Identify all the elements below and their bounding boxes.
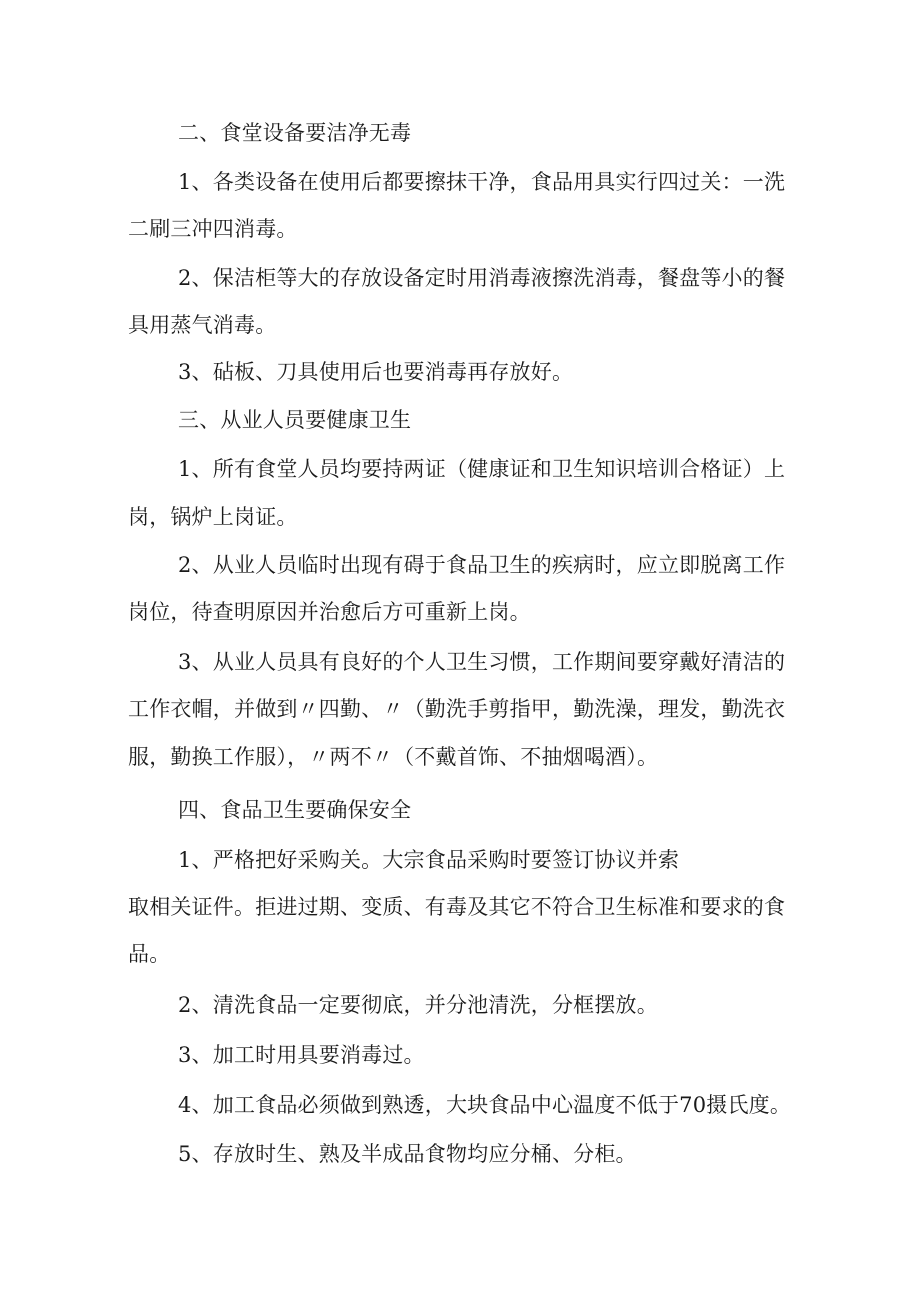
paragraph-line: 2、保洁柜等大的存放设备定时用消毒液擦洗消毒，餐盘等小的餐 <box>178 266 786 290</box>
section-heading-4: 四、食品卫生要确保安全 <box>178 798 412 822</box>
paragraph-line: 2、从业人员临时出现有碍于食品卫生的疾病时，应立即脱离工作 <box>178 553 786 577</box>
paragraph-line: 5、存放时生、熟及半成品食物均应分桶、分柜。 <box>178 1142 637 1166</box>
paragraph-line: 岗，锅炉上岗证。 <box>128 505 298 529</box>
paragraph-line: 服，勤换工作服），〃两不〃（不戴首饰、不抽烟喝酒）。 <box>128 745 659 769</box>
section-heading-3: 三、从业人员要健康卫生 <box>178 408 412 432</box>
paragraph-line: 1、所有食堂人员均要持两证（健康证和卫生知识培训合格证）上 <box>178 457 786 481</box>
paragraph-line: 品。 <box>128 942 171 966</box>
paragraph-line: 取相关证件。拒进过期、变质、有毒及其它不符合卫生标准和要求的食 <box>128 895 786 919</box>
paragraph-line: 具用蒸气消毒。 <box>128 313 277 337</box>
paragraph-line: 二刷三冲四消毒。 <box>128 217 298 241</box>
paragraph-line: 1、各类设备在使用后都要擦抹干净，食品用具实行四过关：一洗 <box>178 170 786 194</box>
paragraph-line: 4、加工食品必须做到熟透，大块食品中心温度不低于70摄氏度。 <box>178 1093 792 1117</box>
paragraph-line: 岗位，待查明原因并治愈后方可重新上岗。 <box>128 600 531 624</box>
paragraph-line: 1、严格把好采购关。大宗食品采购时要签订协议并索 <box>178 848 680 872</box>
paragraph-line: 3、砧板、刀具使用后也要消毒再存放好。 <box>178 360 574 384</box>
paragraph-line: 3、从业人员具有良好的个人卫生习惯，工作期间要穿戴好清洁的 <box>178 650 786 674</box>
paragraph-line: 工作衣帽，并做到〃四勤、〃（勤洗手剪指甲，勤洗澡，理发，勤洗衣 <box>128 697 786 721</box>
paragraph-line: 3、加工时用具要消毒过。 <box>178 1043 425 1067</box>
section-heading-2: 二、食堂设备要洁净无毒 <box>178 121 412 145</box>
paragraph-line: 2、清洗食品一定要彻底，并分池清洗，分框摆放。 <box>178 993 658 1017</box>
